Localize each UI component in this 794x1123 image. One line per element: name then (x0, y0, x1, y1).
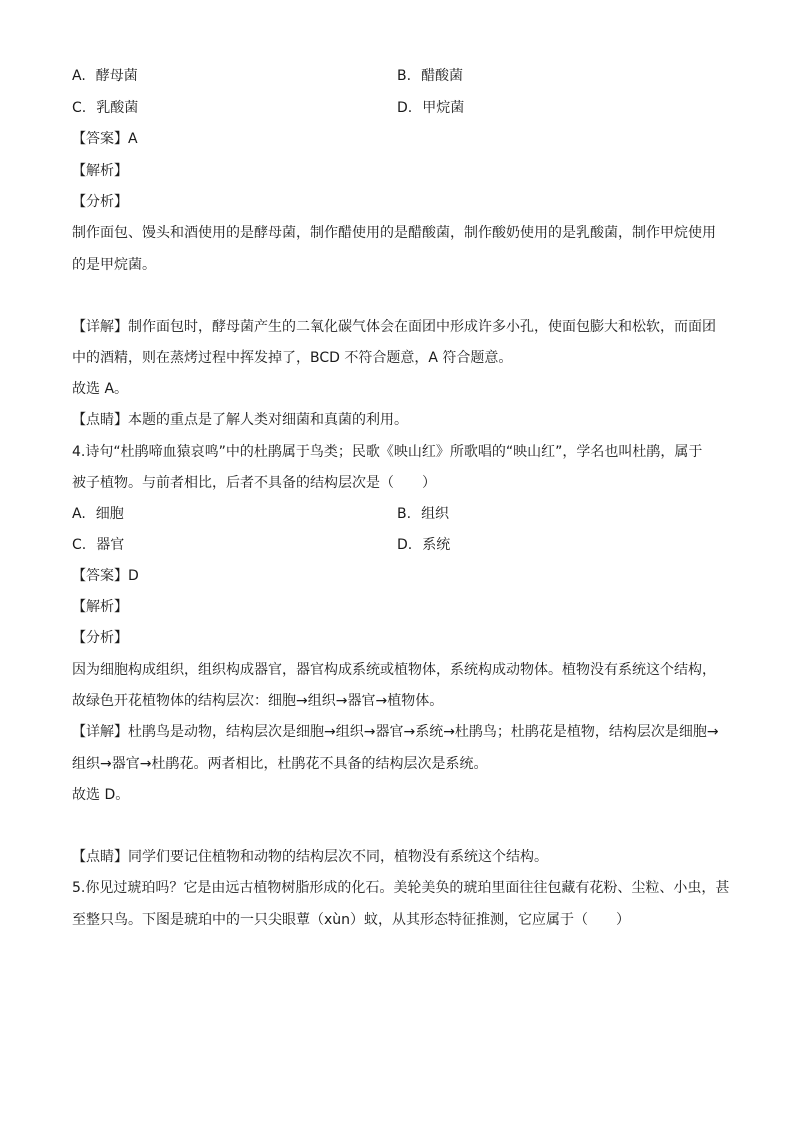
q4-fenxi-heading: 【分析】 (72, 630, 128, 646)
q3-fenxi-heading: 【分析】 (72, 194, 128, 210)
option-text: 组织 (421, 506, 450, 522)
q5-stem-line: 5.你见过琥珀吗？它是由远古植物树脂形成的化石。美轮美奂的琥珀里面往往包藏有花粉、尘粒、小虫，甚 (72, 880, 730, 896)
q4-jiexi-heading: 【解析】 (72, 599, 128, 615)
q4-detail-line: 组织→器官→杜鹃花。两者相比，杜鹃花不具备的结构层次是系统。 (72, 756, 488, 772)
q3-analysis-line: 制作面包、馒头和酒使用的是酵母菌，制作醋使用的是醋酸菌，制作酸奶使用的是乳酸菌，制作甲烷使用 (72, 225, 716, 241)
q4-detail-line: 【详解】杜鹃鸟是动物，结构层次是细胞→组织→器官→系统→杜鹃鸟；杜鹃花是植物，结构层次是细胞→ (72, 724, 719, 740)
q4-stem-line: 4.诗句“杜鹃啼血猿哀鸣”中的杜鹃属于鸟类；民歌《映山红》所歌唱的“映山红”，学名也叫杜鹃，属于 (72, 444, 703, 460)
option-label: D. (397, 537, 413, 553)
q4-stem-line: 被子植物。与前者相比，后者不具备的结构层次是（ ） (72, 475, 436, 491)
q3-option-a[interactable] (72, 66, 138, 86)
q3-jiexi-heading: 【解析】 (72, 163, 128, 179)
q3-option-b[interactable] (397, 66, 463, 86)
option-label: D. (397, 100, 413, 116)
option-text: 酵母菌 (95, 68, 138, 84)
option-text: 乳酸菌 (96, 100, 139, 116)
option-text: 甲烷菌 (422, 100, 465, 116)
option-label: C. (72, 100, 87, 116)
option-label: A. (72, 68, 86, 84)
q4-option-c[interactable] (72, 535, 124, 555)
option-text: 系统 (422, 537, 451, 553)
q3-dianjing: 【点睛】本题的重点是了解人类对细菌和真菌的利用。 (72, 412, 408, 428)
q3-choose: 故选 A。 (72, 381, 129, 397)
q4-analysis-line: 因为细胞构成组织，组织构成器官，器官构成系统或植物体，系统构成动物体。植物没有系统这个结构， (72, 662, 716, 678)
q4-choose: 故选 D。 (72, 787, 130, 803)
q4-answer: 【答案】D (72, 568, 139, 584)
option-text: 器官 (96, 537, 125, 553)
q3-answer: 【答案】A (72, 131, 138, 147)
q4-option-a[interactable] (72, 504, 124, 524)
q3-detail-line: 中的酒精，则在蒸烤过程中挥发掉了，BCD 不符合题意，A 符合题意。 (72, 350, 513, 366)
option-label: A. (72, 506, 86, 522)
option-text: 醋酸菌 (421, 68, 464, 84)
q4-analysis-line: 故绿色开花植物体的结构层次：细胞→组织→器官→植物体。 (72, 693, 444, 709)
option-label: B. (397, 506, 412, 522)
q3-detail-line: 【详解】制作面包时，酵母菌产生的二氧化碳气体会在面团中形成许多小孔，使面包膨大和松软，而面团 (72, 319, 716, 335)
q4-option-d[interactable] (397, 535, 450, 555)
option-text: 细胞 (95, 506, 124, 522)
option-label: B. (397, 68, 412, 84)
q3-option-d[interactable] (397, 98, 464, 118)
q5-stem-line: 至整只鸟。下图是琥珀中的一只尖眼蕈（xùn）蚊，从其形态特征推测，它应属于（ ） (72, 912, 631, 928)
q3-option-c[interactable] (72, 98, 138, 118)
q3-analysis-line: 的是甲烷菌。 (72, 257, 156, 273)
q4-option-b[interactable] (397, 504, 449, 524)
q4-dianjing: 【点睛】同学们要记住植物和动物的结构层次不同，植物没有系统这个结构。 (72, 849, 548, 865)
option-label: C. (72, 537, 87, 553)
